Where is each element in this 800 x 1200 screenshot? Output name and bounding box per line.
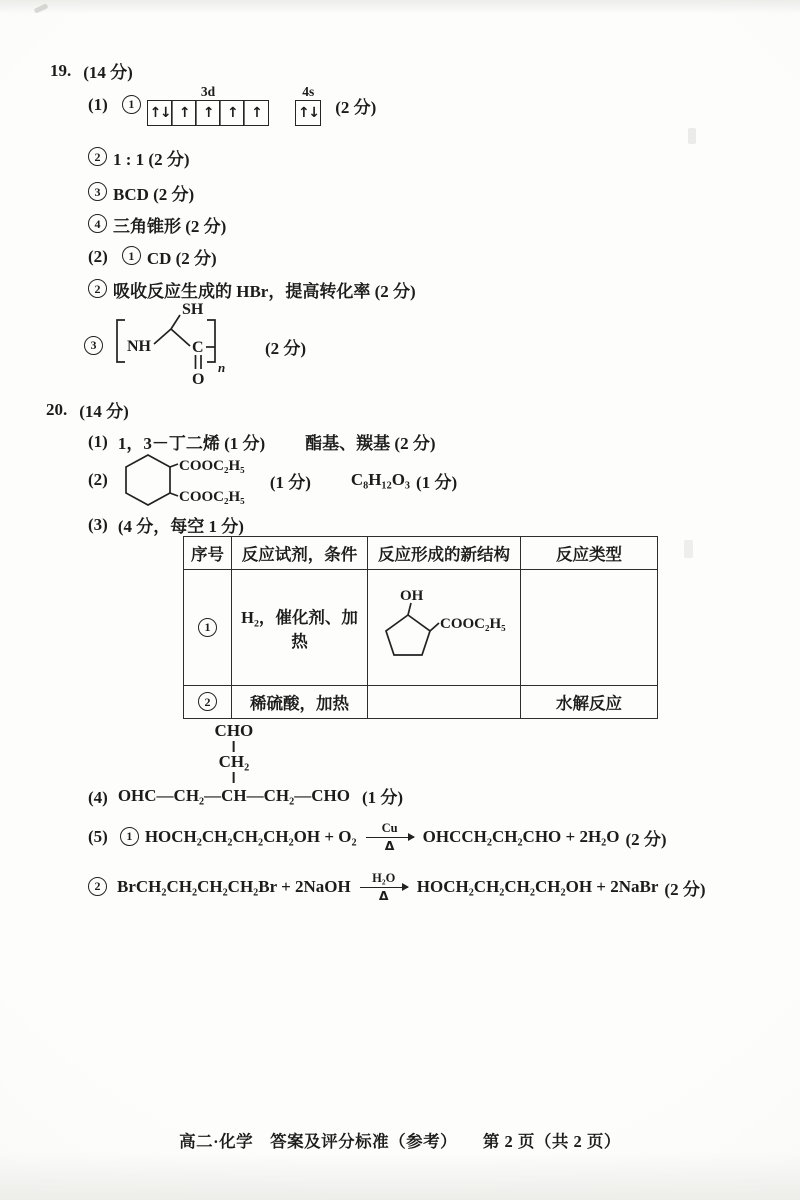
arrow-condition-above: H₂O [372, 871, 396, 885]
q19-p2-item2 [88, 277, 416, 302]
q19-heading [50, 58, 133, 83]
q19-part1-orbital-line [88, 84, 376, 126]
eq1-right-side: OHCCH₂CH₂CHO + 2H₂O [422, 827, 620, 847]
page-footer: 高二·化学 答案及评分标准（参考） 第 2 页（共 2 页） [179, 1132, 621, 1151]
vertical-bond [233, 772, 235, 783]
orbital-4s-label: 4s [302, 84, 315, 99]
arrow-shaft [366, 837, 414, 839]
q19-part1-label: (1) [88, 95, 108, 115]
orbital-diagram-3d [147, 84, 269, 126]
q19-p2-item2-text: 吸收反应生成的 HBr，提高转化率 (2 分) [113, 282, 416, 301]
circled-3-marker: 3 [84, 336, 103, 355]
anchor-ch-label: CH [221, 786, 247, 805]
q19-p2-item1 [88, 244, 217, 269]
q20-p5-eq2 [88, 872, 705, 903]
circled-1-marker: 1 [122, 95, 141, 114]
orbital-3d-boxes [147, 100, 269, 126]
row1-structure-cell [368, 570, 521, 686]
polymer-n-subscript: n [218, 360, 226, 375]
circled-4-marker: 4 [88, 214, 107, 233]
row2-type-cell: 水解反应 [521, 686, 658, 719]
q20-p2-formula: C₈H₁₂O₃ [350, 470, 411, 489]
reaction-answer-table [183, 536, 658, 719]
table-row [184, 570, 658, 686]
q19-p1-item3 [88, 180, 194, 205]
polymer-sh-label: SH [182, 301, 204, 318]
circled-2-marker: 2 [198, 692, 217, 711]
branch-ch2-label: CH₂ [218, 752, 250, 772]
header-number: 序号 [184, 537, 232, 570]
q19-p1-item3-text: BCD (2 分) [113, 185, 195, 204]
circled-1-marker: 1 [198, 618, 217, 637]
ester-group-bottom-label: COOC₂H₅ [178, 489, 245, 505]
q19-p1-item2 [88, 145, 189, 170]
orbital-box: ↑ [219, 100, 245, 126]
reaction-arrow [360, 872, 408, 903]
arrow-shaft [360, 887, 408, 889]
q20-number: 20. [46, 399, 68, 419]
circled-1-marker: 1 [122, 246, 141, 265]
q20-p5-eq1 [88, 822, 667, 853]
orbital-diagram-4s [295, 84, 321, 126]
q20-p3-line [88, 512, 244, 537]
row2-structure-cell [368, 686, 521, 719]
eq2-right-side: HOCH₂CH₂CH₂CH₂OH + 2NaBr [416, 877, 659, 897]
circled-2-marker: 2 [88, 279, 107, 298]
q19-p2-item3-polymer [84, 300, 306, 392]
circled-2-marker: 2 [88, 877, 107, 896]
q20-p3-label: (3) [88, 514, 108, 534]
eq1-score: (2 分) [625, 829, 667, 849]
q20-p2-score2: (1 分) [416, 472, 458, 492]
scan-smudge [34, 3, 49, 13]
polymer-structure-diagram [109, 300, 259, 392]
scan-smudge [688, 128, 696, 144]
branch-cho-label: CHO [214, 721, 254, 741]
header-reaction-type: 反应类型 [521, 537, 658, 570]
q20-p4-label: (4) [88, 788, 108, 807]
q20-p2-label: (2) [88, 470, 108, 489]
row1-type-cell [521, 570, 658, 686]
polymer-c-label: C [192, 339, 204, 356]
eq2-left-side: BrCH₂CH₂CH₂CH₂Br + 2NaOH [117, 877, 351, 897]
q20-p1-label: (1) [88, 431, 108, 451]
q19-p1-item2-text: 1 : 1 (2 分) [113, 150, 190, 169]
row2-number-cell [184, 686, 232, 719]
orbital-box: ↑↓ [295, 100, 321, 126]
eq1-left-side: HOCH₂CH₂CH₂CH₂OH + O₂ [144, 827, 357, 847]
cyclopentane-structure [372, 589, 516, 661]
q19-p2-item3-score: (2 分) [265, 338, 307, 358]
cyclopentane-bonds [386, 603, 439, 655]
q20-p2-score1: (1 分) [269, 472, 311, 492]
polymer-o-label: O [192, 371, 205, 388]
circled-2-marker: 2 [88, 147, 107, 166]
scan-smudge [684, 540, 693, 558]
arrow-condition-below: Δ [378, 888, 389, 904]
orbital-box: ↑↓ [147, 100, 173, 126]
dialdehyde-structure [117, 721, 350, 808]
q20-p5-label: (5) [88, 827, 108, 847]
chain-anchor-ch [214, 721, 254, 808]
ring-bonds [126, 455, 178, 505]
row1-reagent-cell: H₂，催化剂、加热 [232, 570, 368, 686]
chain-left: OHC—CH₂— [117, 786, 222, 805]
orbital-3d-label: 3d [200, 84, 216, 99]
chain-right: —CH₂—CHO [246, 786, 350, 805]
row2-reagent-cell: 稀硫酸，加热 [232, 686, 368, 719]
q19-number: 19. [50, 60, 72, 80]
orbital-box: ↑ [171, 100, 197, 126]
q20-p4-score: (1 分) [361, 788, 404, 807]
ester-group-top-label: COOC₂H₅ [178, 458, 245, 474]
ester-label: COOC₂H₅ [440, 616, 506, 632]
circled-1-marker: 1 [120, 827, 139, 846]
reaction-arrow [366, 822, 414, 853]
q20-heading [46, 397, 129, 422]
circled-3-marker: 3 [88, 182, 107, 201]
header-reagent: 反应试剂，条件 [232, 537, 368, 570]
q19-score: (14 分) [83, 63, 133, 82]
arrow-condition-above: Cu [381, 821, 398, 835]
q19-p1-item1-score: (2 分) [335, 97, 377, 117]
q20-p4-line [88, 721, 404, 808]
q20-p1-answer1: 1，3－丁二烯 (1 分) [117, 434, 266, 453]
hydroxyl-label: OH [400, 589, 424, 604]
q19-p1-item4-text: 三角锥形 (2 分) [113, 217, 227, 236]
chain-branch [215, 722, 254, 784]
ring-diester-structure [118, 451, 264, 509]
q19-p2-item1-text: CD (2 分) [146, 249, 217, 268]
table-header-row [184, 537, 658, 570]
q20-p2-line [88, 451, 457, 509]
orbital-4s-boxes [295, 100, 321, 126]
row1-number-cell [184, 570, 232, 686]
q20-p3-note: (4 分，每空 1 分) [117, 517, 244, 536]
eq2-score: (2 分) [664, 879, 706, 899]
q19-p1-item4 [88, 212, 226, 237]
orbital-box: ↑ [195, 100, 221, 126]
table-row [184, 686, 658, 719]
q20-score: (14 分) [79, 402, 129, 421]
arrow-condition-below: Δ [384, 838, 395, 854]
orbital-box: ↑ [243, 100, 269, 126]
q20-p1-answer2: 酯基、羰基 (2 分) [305, 434, 436, 453]
q19-part2-label: (2) [88, 246, 108, 266]
vertical-bond [233, 741, 235, 752]
polymer-nh-label: NH [127, 338, 151, 355]
header-new-structure: 反应形成的新结构 [368, 537, 521, 570]
